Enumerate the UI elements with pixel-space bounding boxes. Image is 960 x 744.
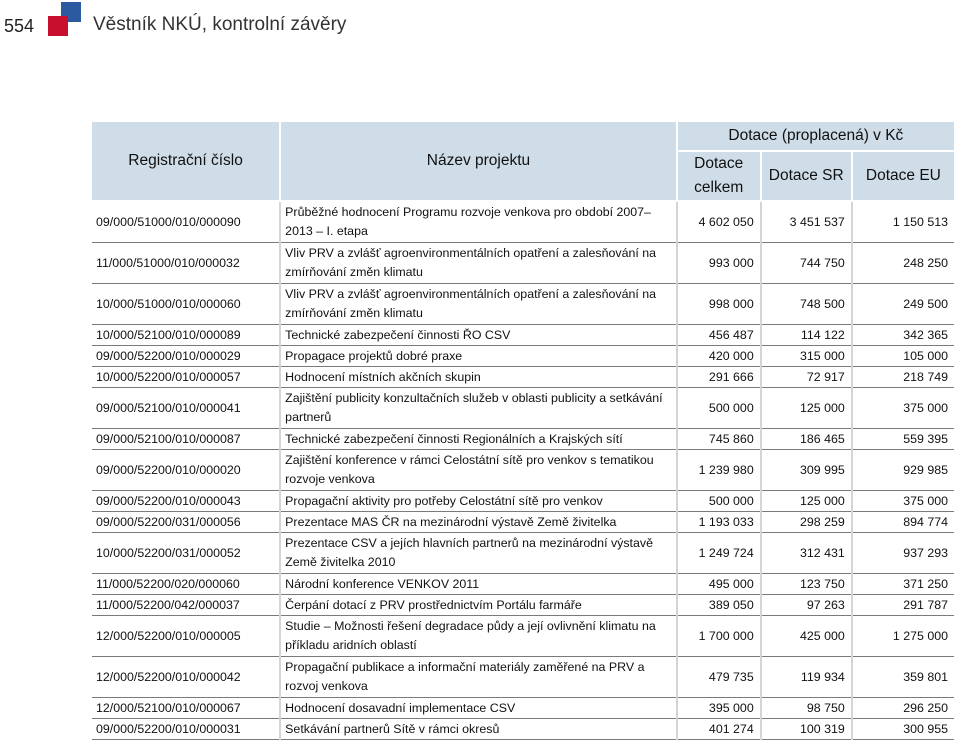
table-row xyxy=(92,388,954,429)
project-name-cell: Prezentace CSV a jejích hlavních partnerů na mezinárodní výstavě Země živitelka 2010 xyxy=(280,533,677,574)
subsidy-total-cell: 479 735 xyxy=(677,657,761,698)
subsidy-total-cell: 420 000 xyxy=(677,346,761,367)
header-subsidy-sr: Dotace SR xyxy=(761,151,852,201)
registration-number-cell: 12/000/52200/010/000042 xyxy=(92,657,280,698)
subsidy-sr-cell: 309 995 xyxy=(761,450,852,491)
header-registration-number: Registrační číslo xyxy=(92,122,280,201)
registration-number-cell: 11/000/52200/020/000060 xyxy=(92,574,280,595)
table-row xyxy=(92,325,954,346)
subsidy-total-cell: 389 050 xyxy=(677,595,761,616)
subsidy-eu-cell: 894 774 xyxy=(852,512,954,533)
subsidy-total-cell: 395 000 xyxy=(677,698,761,719)
header-subsidy-total: Dotace celkem xyxy=(677,151,761,201)
table-row xyxy=(92,346,954,367)
subsidy-eu-cell: 248 250 xyxy=(852,243,954,284)
subsidy-total-cell: 1 239 980 xyxy=(677,450,761,491)
registration-number-cell: 09/000/52200/010/000020 xyxy=(92,450,280,491)
subsidy-eu-cell: 371 250 xyxy=(852,574,954,595)
registration-number-cell: 09/000/52200/010/000031 xyxy=(92,719,280,740)
subsidy-total-cell: 993 000 xyxy=(677,243,761,284)
subsidy-eu-cell: 559 395 xyxy=(852,429,954,450)
table-row xyxy=(92,657,954,698)
project-name-cell: Studie – Možnosti řešení degradace půdy a její ovlivnění klimatu na příkladu aridních oblastí xyxy=(280,616,677,657)
table-row xyxy=(92,284,954,325)
table-row xyxy=(92,243,954,284)
subsidy-eu-cell: 291 787 xyxy=(852,595,954,616)
subsidy-eu-cell: 375 000 xyxy=(852,388,954,429)
table-row xyxy=(92,698,954,719)
project-name-cell: Technické zabezpečení činnosti ŘO CSV xyxy=(280,325,677,346)
project-name-cell: Prezentace MAS ČR na mezinárodní výstavě Země živitelka xyxy=(280,512,677,533)
registration-number-cell: 12/000/52100/010/000067 xyxy=(92,698,280,719)
project-name-cell: Propagační publikace a informační materiály zaměřené na PRV a rozvoj venkova xyxy=(280,657,677,698)
table-row xyxy=(92,616,954,657)
subsidy-total-cell: 1 249 724 xyxy=(677,533,761,574)
nku-logo xyxy=(48,2,84,38)
subsidy-total-cell: 500 000 xyxy=(677,491,761,512)
subsidy-sr-cell: 100 319 xyxy=(761,719,852,740)
project-name-cell: Zajištění publicity konzultačních služeb v oblasti publicity a setkávání partnerů xyxy=(280,388,677,429)
subsidy-sr-cell: 125 000 xyxy=(761,491,852,512)
project-name-cell: Národní konference VENKOV 2011 xyxy=(280,574,677,595)
registration-number-cell: 09/000/51000/010/000090 xyxy=(92,201,280,243)
subsidy-eu-cell: 937 293 xyxy=(852,533,954,574)
registration-number-cell: 09/000/52100/010/000087 xyxy=(92,429,280,450)
bulletin-title: Věstník NKÚ, kontrolní závěry xyxy=(93,14,347,35)
project-name-cell: Setkávání partnerů Sítě v rámci okresů xyxy=(280,719,677,740)
registration-number-cell: 10/000/52200/031/000052 xyxy=(92,533,280,574)
subsidy-table xyxy=(92,122,954,740)
project-name-cell: Propagace projektů dobré praxe xyxy=(280,346,677,367)
subsidy-eu-cell: 218 749 xyxy=(852,367,954,388)
subsidy-eu-cell: 342 365 xyxy=(852,325,954,346)
project-name-cell: Průběžné hodnocení Programu rozvoje venkova pro období 2007–2013 – I. etapa xyxy=(280,201,677,243)
subsidy-sr-cell: 298 259 xyxy=(761,512,852,533)
subsidy-sr-cell: 97 263 xyxy=(761,595,852,616)
registration-number-cell: 11/000/52200/042/000037 xyxy=(92,595,280,616)
subsidy-eu-cell: 249 500 xyxy=(852,284,954,325)
table-row xyxy=(92,367,954,388)
registration-number-cell: 09/000/52200/010/000043 xyxy=(92,491,280,512)
subsidy-total-cell: 291 666 xyxy=(677,367,761,388)
subsidy-total-cell: 495 000 xyxy=(677,574,761,595)
project-name-cell: Vliv PRV a zvlášť agroenvironmentálních opatření a zalesňování na zmírňování změn klimatu xyxy=(280,243,677,284)
header-subsidy-group: Dotace (proplacená) v Kč xyxy=(677,122,954,151)
subsidy-total-cell: 745 860 xyxy=(677,429,761,450)
subsidy-sr-cell: 315 000 xyxy=(761,346,852,367)
project-name-cell: Čerpání dotací z PRV prostřednictvím Portálu farmáře xyxy=(280,595,677,616)
subsidy-sr-cell: 123 750 xyxy=(761,574,852,595)
subsidy-eu-cell: 1 275 000 xyxy=(852,616,954,657)
registration-number-cell: 10/000/51000/010/000060 xyxy=(92,284,280,325)
subsidy-total-cell: 401 274 xyxy=(677,719,761,740)
subsidy-eu-cell: 300 955 xyxy=(852,719,954,740)
subsidy-sr-cell: 748 500 xyxy=(761,284,852,325)
registration-number-cell: 11/000/51000/010/000032 xyxy=(92,243,280,284)
subsidy-sr-cell: 312 431 xyxy=(761,533,852,574)
header-subsidy-eu: Dotace EU xyxy=(852,151,954,201)
project-name-cell: Propagační aktivity pro potřeby Celostátní sítě pro venkov xyxy=(280,491,677,512)
subsidy-total-cell: 1 700 000 xyxy=(677,616,761,657)
subsidy-sr-cell: 125 000 xyxy=(761,388,852,429)
registration-number-cell: 09/000/52200/031/000056 xyxy=(92,512,280,533)
project-name-cell: Vliv PRV a zvlášť agroenvironmentálních opatření a zalesňování na zmírňování změn klimatu xyxy=(280,284,677,325)
subsidy-sr-cell: 72 917 xyxy=(761,367,852,388)
registration-number-cell: 12/000/52200/010/000005 xyxy=(92,616,280,657)
subsidy-total-cell: 1 193 033 xyxy=(677,512,761,533)
table-row xyxy=(92,201,954,243)
subsidy-total-cell: 500 000 xyxy=(677,388,761,429)
project-name-cell: Zajištění konference v rámci Celostátní sítě pro venkov s tematikou rozvoje venkova xyxy=(280,450,677,491)
project-name-cell: Hodnocení místních akčních skupin xyxy=(280,367,677,388)
table-row xyxy=(92,574,954,595)
page-header xyxy=(0,0,960,52)
registration-number-cell: 09/000/52200/010/000029 xyxy=(92,346,280,367)
subsidy-eu-cell: 296 250 xyxy=(852,698,954,719)
project-name-cell: Technické zabezpečení činnosti Regionálních a Krajských sítí xyxy=(280,429,677,450)
subsidy-sr-cell: 425 000 xyxy=(761,616,852,657)
table-row xyxy=(92,491,954,512)
subsidy-total-cell: 998 000 xyxy=(677,284,761,325)
subsidy-sr-cell: 114 122 xyxy=(761,325,852,346)
registration-number-cell: 09/000/52100/010/000041 xyxy=(92,388,280,429)
page-number: 554 xyxy=(4,16,35,36)
subsidy-sr-cell: 3 451 537 xyxy=(761,201,852,243)
subsidy-eu-cell: 375 000 xyxy=(852,491,954,512)
subsidy-sr-cell: 186 465 xyxy=(761,429,852,450)
table-row xyxy=(92,719,954,740)
registration-number-cell: 10/000/52100/010/000089 xyxy=(92,325,280,346)
subsidy-sr-cell: 744 750 xyxy=(761,243,852,284)
logo-red-square xyxy=(48,16,68,36)
subsidy-sr-cell: 119 934 xyxy=(761,657,852,698)
registration-number-cell: 10/000/52200/010/000057 xyxy=(92,367,280,388)
subsidy-eu-cell: 929 985 xyxy=(852,450,954,491)
project-name-cell: Hodnocení dosavadní implementace CSV xyxy=(280,698,677,719)
table-row xyxy=(92,429,954,450)
table-row xyxy=(92,450,954,491)
subsidy-eu-cell: 359 801 xyxy=(852,657,954,698)
header-project-name: Název projektu xyxy=(280,122,677,201)
subsidy-eu-cell: 105 000 xyxy=(852,346,954,367)
table-row xyxy=(92,512,954,533)
table-row xyxy=(92,595,954,616)
subsidy-sr-cell: 98 750 xyxy=(761,698,852,719)
table-row xyxy=(92,533,954,574)
subsidy-total-cell: 4 602 050 xyxy=(677,201,761,243)
subsidy-eu-cell: 1 150 513 xyxy=(852,201,954,243)
subsidy-total-cell: 456 487 xyxy=(677,325,761,346)
